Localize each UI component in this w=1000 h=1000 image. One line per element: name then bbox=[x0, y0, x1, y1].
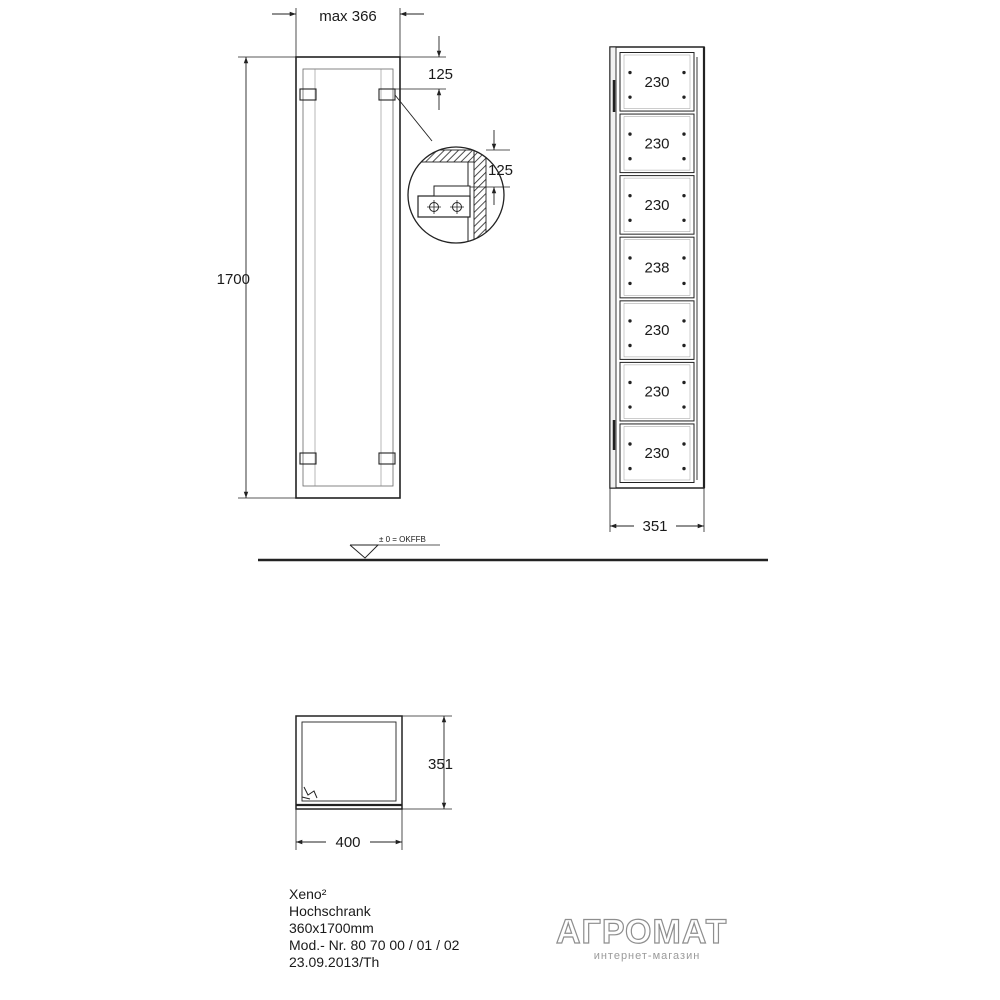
shelf-pin-hole bbox=[629, 257, 631, 259]
shelf-height-label: 230 bbox=[644, 196, 670, 214]
top-width-label: 400 bbox=[335, 834, 361, 851]
shelf-pin-hole bbox=[683, 344, 685, 346]
shelf-height-label: 230 bbox=[644, 73, 670, 91]
shelf-height-label: 230 bbox=[644, 445, 670, 463]
floor-reference bbox=[258, 545, 768, 560]
shelf-height-label: 230 bbox=[644, 135, 670, 153]
shelf-height-label: 238 bbox=[644, 259, 670, 277]
top-view-inner bbox=[302, 722, 396, 801]
shelf-height-label: 230 bbox=[644, 322, 670, 340]
watermark-tagline: интернет-магазин bbox=[593, 950, 701, 962]
cabinet-front-outline bbox=[296, 57, 400, 498]
top-view-hinge-detail bbox=[302, 787, 317, 799]
hinge-bottom-left bbox=[300, 453, 316, 464]
product-dimensions: 360x1700mm bbox=[289, 920, 374, 936]
title-block bbox=[289, 886, 459, 971]
drawing-date: 23.09.2013/Th bbox=[289, 954, 380, 970]
shelf-pin-hole bbox=[683, 282, 685, 284]
shelf-pin-hole bbox=[683, 194, 685, 196]
shelf-pin-hole bbox=[629, 467, 631, 469]
detail-offset-label: 125 bbox=[488, 162, 514, 179]
shelf-pin-hole bbox=[683, 71, 685, 73]
shelf-pin-hole bbox=[629, 158, 631, 160]
shelf-pin-hole bbox=[629, 282, 631, 284]
shelf-pin-hole bbox=[629, 443, 631, 445]
shelf-height-label: 230 bbox=[644, 383, 670, 401]
shelf-pin-hole bbox=[629, 71, 631, 73]
detail-side-panel-hatch bbox=[474, 150, 486, 250]
floor-reference-label: ± 0 = OKFFB bbox=[379, 535, 426, 544]
detail-bracket bbox=[418, 196, 470, 217]
shelf-pin-hole bbox=[683, 219, 685, 221]
bracket-offset-label: 125 bbox=[428, 66, 454, 83]
detail-bracket-lip bbox=[434, 186, 470, 196]
shelf-pin-hole bbox=[629, 96, 631, 98]
series-name: Xeno² bbox=[289, 886, 327, 902]
hinge-top-left bbox=[300, 89, 316, 100]
shelf-pin-hole bbox=[683, 133, 685, 135]
shelf-pin-hole bbox=[683, 158, 685, 160]
shelf-pin-hole bbox=[683, 381, 685, 383]
shelf-pin-hole bbox=[683, 406, 685, 408]
detail-top-panel-hatch bbox=[410, 150, 474, 162]
door-inner-line bbox=[315, 69, 381, 486]
front-view bbox=[238, 8, 446, 498]
shelf-pin-hole bbox=[629, 381, 631, 383]
shelf-pin-hole bbox=[683, 320, 685, 322]
glass-door-panel bbox=[303, 69, 393, 486]
shelf-pin-hole bbox=[629, 406, 631, 408]
shelf-pin-hole bbox=[629, 133, 631, 135]
watermark bbox=[556, 914, 738, 962]
shelf-pin-hole bbox=[629, 320, 631, 322]
shelf-pin-hole bbox=[629, 344, 631, 346]
model-number: Mod.- Nr. 80 70 00 / 01 / 02 bbox=[289, 937, 460, 953]
front-height-label: 1700 bbox=[216, 271, 250, 288]
shelf-pin-hole bbox=[683, 96, 685, 98]
top-view-outline bbox=[296, 716, 402, 809]
shelf-label-group bbox=[644, 74, 669, 462]
top-depth-label: 351 bbox=[428, 756, 454, 773]
shelf-pin-hole bbox=[683, 443, 685, 445]
side-depth-label: 351 bbox=[642, 518, 668, 535]
shelf-pin-hole bbox=[683, 467, 685, 469]
shelf-pin-hole bbox=[629, 194, 631, 196]
top-view bbox=[296, 716, 452, 850]
watermark-brand: АГРОМАТ bbox=[556, 913, 728, 951]
product-name: Hochschrank bbox=[289, 903, 371, 919]
shelf-pin-hole bbox=[629, 219, 631, 221]
front-width-label: max 366 bbox=[319, 8, 377, 25]
shelf-pin-hole bbox=[683, 257, 685, 259]
hinge-detail-view bbox=[408, 130, 510, 250]
level-marker bbox=[350, 545, 378, 558]
